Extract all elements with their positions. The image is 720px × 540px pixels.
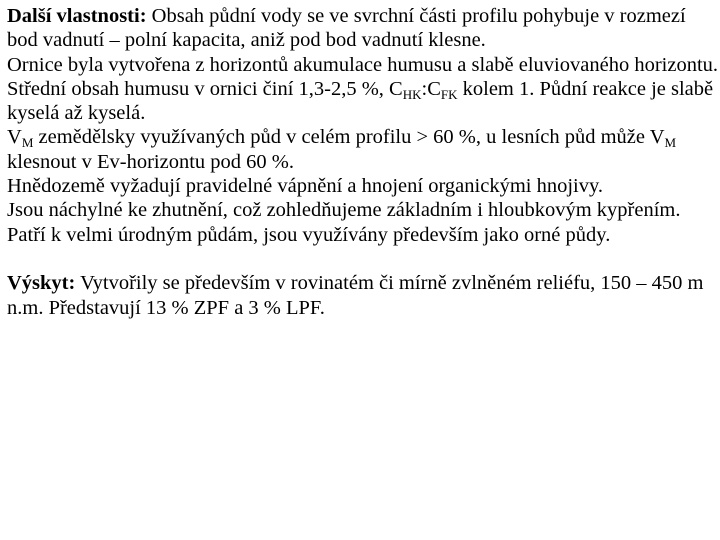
humus-text-post: kolem 1. Půdní reakce je slabě kyselá až kyselá. bbox=[7, 77, 714, 125]
vm-subscript-1: M bbox=[21, 135, 34, 151]
slide-text-body bbox=[7, 4, 719, 320]
properties-paragraph-3: Hnědozemě vyžadují pravidelné vápnění a hnojení organickými hnojivy. bbox=[7, 175, 604, 198]
occurrence-heading: Výskyt: bbox=[7, 272, 76, 295]
vm-text-v1: V bbox=[7, 126, 22, 149]
vm-paragraph bbox=[7, 125, 719, 174]
occurrence-text: Vytvořily se především v rovinatém či mírně zvlněném reliéfu, 150 – 450 m n.m. Představují 13 % ZPF a 3 % LPF. bbox=[7, 272, 704, 319]
properties-heading: Další vlastnosti: bbox=[7, 5, 147, 27]
vm-text-mid: zemědělsky využívaných půd v celém profilu > 60 %, u lesních půd může V bbox=[33, 126, 665, 149]
humus-text-mid: :C bbox=[421, 77, 441, 100]
paragraph-gap bbox=[7, 247, 719, 271]
humus-subscript-fk: FK bbox=[440, 86, 458, 102]
vm-subscript-2: M bbox=[664, 135, 677, 151]
properties-text-1: Obsah půdní vody se ve svrchní části profilu pohybuje v rozmezí bod vadnutí – polní kapacita, aniž pod bod vadnutí klesne. bbox=[7, 5, 686, 52]
humus-subscript-hk: HK bbox=[402, 86, 422, 102]
humus-text-pre: Střední obsah humusu v ornici činí 1,3-2,5 %, C bbox=[7, 77, 403, 100]
properties-paragraph-2: Ornice byla vytvořena z horizontů akumulace humusu a slabě eluviovaného horizontu. bbox=[7, 53, 719, 76]
properties-paragraph-1 bbox=[7, 4, 719, 53]
occurrence-paragraph bbox=[7, 271, 719, 320]
humus-paragraph bbox=[7, 77, 719, 126]
properties-paragraph-5: Patří k velmi úrodným půdám, jsou využívány především jako orné půdy. bbox=[7, 223, 611, 246]
vm-text-post: klesnout v Ev-horizontu pod 60 %. bbox=[7, 150, 294, 173]
properties-paragraph-4: Jsou náchylné ke zhutnění, což zohledňujeme základním i hloubkovým kypřením. bbox=[7, 199, 681, 222]
